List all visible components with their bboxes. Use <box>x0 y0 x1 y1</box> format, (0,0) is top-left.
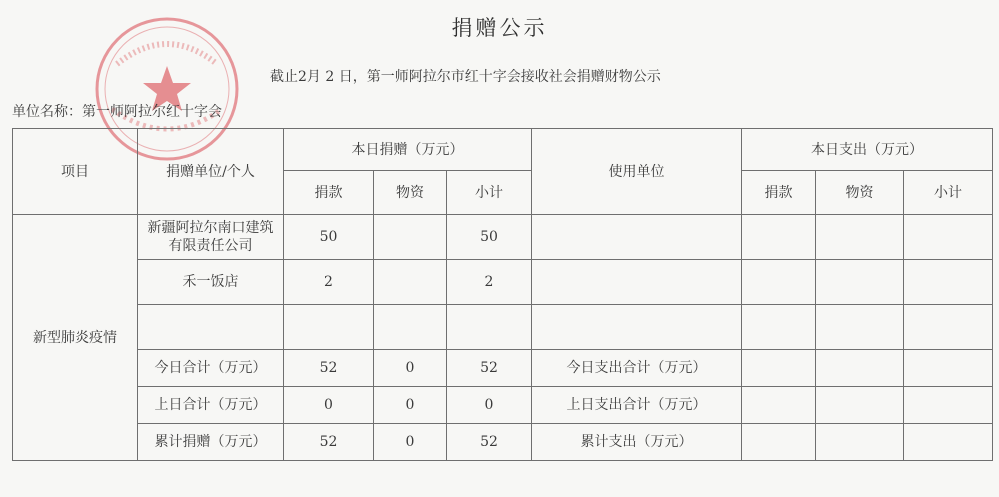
table-row <box>13 215 993 260</box>
table-row <box>13 305 993 350</box>
exp-subtotal-cell <box>904 260 993 305</box>
user-unit-cell: 今日支出合计（万元） <box>532 350 742 387</box>
exp-cash-cell <box>742 215 816 260</box>
header-subtotal: 小计 <box>447 171 532 215</box>
exp-subtotal-cell <box>904 305 993 350</box>
exp-cash-cell <box>742 260 816 305</box>
project-name: 新型肺炎疫情 <box>13 215 138 461</box>
cash-cell: 50 <box>284 215 374 260</box>
exp-cash-cell <box>742 305 816 350</box>
header-project: 项目 <box>13 129 138 215</box>
donor-cell: 上日合计（万元） <box>138 387 284 424</box>
subtotal-cell: 52 <box>447 424 532 461</box>
goods-cell: 0 <box>374 350 447 387</box>
cash-cell: 2 <box>284 260 374 305</box>
goods-cell <box>374 215 447 260</box>
subtotal-cell: 2 <box>447 260 532 305</box>
header-exp-goods: 物资 <box>816 171 904 215</box>
exp-subtotal-cell <box>904 215 993 260</box>
user-unit-cell: 上日支出合计（万元） <box>532 387 742 424</box>
donor-cell <box>138 305 284 350</box>
unit-name: 单位名称：第一师阿拉尔红十字会 <box>12 104 222 120</box>
exp-goods-cell <box>816 260 904 305</box>
subtotal-cell: 52 <box>447 350 532 387</box>
donor-cell: 新疆阿拉尔南口建筑有限责任公司 <box>138 215 284 260</box>
exp-subtotal-cell <box>904 424 993 461</box>
subtotal-cell: 50 <box>447 215 532 260</box>
header-today-donation: 本日捐赠（万元） <box>284 129 532 171</box>
header-goods: 物资 <box>374 171 447 215</box>
cash-cell: 0 <box>284 387 374 424</box>
donor-cell: 今日合计（万元） <box>138 350 284 387</box>
table-row <box>13 260 993 305</box>
donor-cell: 累计捐赠（万元） <box>138 424 284 461</box>
header-user-unit: 使用单位 <box>532 129 742 215</box>
cash-cell: 52 <box>284 424 374 461</box>
header-donor: 捐赠单位/个人 <box>138 129 284 215</box>
user-unit-cell <box>532 260 742 305</box>
cash-cell <box>284 305 374 350</box>
exp-goods-cell <box>816 350 904 387</box>
exp-cash-cell <box>742 387 816 424</box>
page-title: 捐赠公示 <box>451 16 548 40</box>
exp-goods-cell <box>816 424 904 461</box>
user-unit-cell: 累计支出（万元） <box>532 424 742 461</box>
donation-table <box>12 128 993 461</box>
user-unit-cell <box>532 305 742 350</box>
header-exp-cash: 捐款 <box>742 171 816 215</box>
exp-goods-cell <box>816 215 904 260</box>
goods-cell: 0 <box>374 424 447 461</box>
table-row <box>13 350 993 387</box>
header-cash: 捐款 <box>284 171 374 215</box>
exp-cash-cell <box>742 350 816 387</box>
cash-cell: 52 <box>284 350 374 387</box>
header-exp-subtotal: 小计 <box>904 171 993 215</box>
goods-cell: 0 <box>374 387 447 424</box>
exp-subtotal-cell <box>904 387 993 424</box>
subtotal-cell <box>447 305 532 350</box>
subtitle: 截止2月 2 日，第一师阿拉尔市红十字会接收社会捐赠财物公示 <box>270 69 661 85</box>
exp-goods-cell <box>816 387 904 424</box>
header-row-1 <box>13 129 993 171</box>
user-unit-cell <box>532 215 742 260</box>
table-row <box>13 387 993 424</box>
table-row <box>13 424 993 461</box>
exp-subtotal-cell <box>904 350 993 387</box>
exp-cash-cell <box>742 424 816 461</box>
donor-cell: 禾一饭店 <box>138 260 284 305</box>
exp-goods-cell <box>816 305 904 350</box>
subtotal-cell: 0 <box>447 387 532 424</box>
goods-cell <box>374 305 447 350</box>
goods-cell <box>374 260 447 305</box>
header-today-expense: 本日支出（万元） <box>742 129 993 171</box>
